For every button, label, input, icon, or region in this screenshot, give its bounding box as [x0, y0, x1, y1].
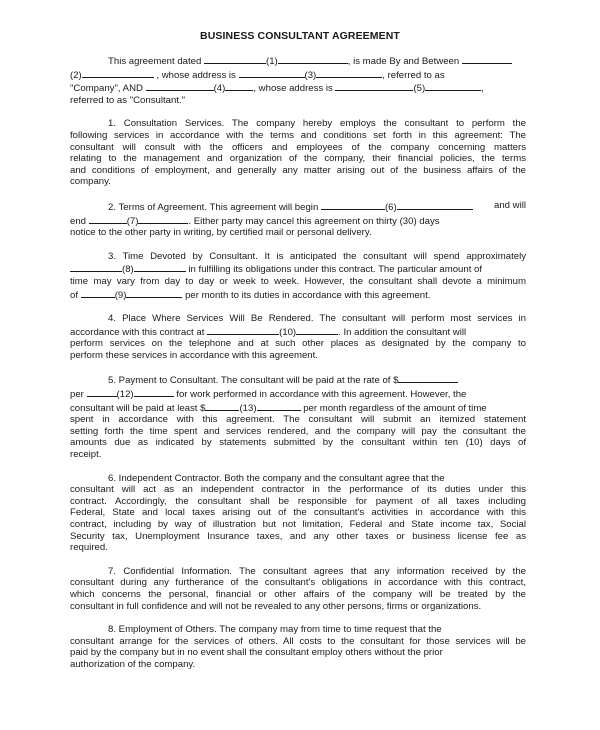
text-line: Federal, State and local taxes arising out of the consultant's activities in accordance with this [70, 507, 526, 519]
intro-text: , [481, 83, 484, 95]
text-line [70, 262, 526, 276]
field-number: (1) [266, 56, 278, 67]
text-line: perform these services in accordance with this agreement. [70, 349, 318, 361]
text-line: relating to the management and organization of the company, their financial policies, the terms [70, 153, 526, 165]
field-number: (2) [70, 69, 82, 81]
field-number: (7) [126, 215, 139, 227]
section-text: for work performed in accordance with this agreement. However, the [176, 389, 467, 401]
text-line: 6. Independent Contractor. Both the company and the consultant agree that the [108, 472, 445, 484]
blank-field[interactable] [89, 214, 127, 224]
field-number: (13) [239, 402, 257, 414]
blank-field[interactable] [126, 288, 182, 298]
text-line: amounts due as indicated by statements submitted by the consultant within ten (10) days of [70, 437, 526, 449]
blank-field[interactable] [239, 68, 305, 78]
section-place-of-services [70, 313, 526, 361]
text-line [70, 373, 526, 387]
document-title: BUSINESS CONSULTANT AGREEMENT [200, 30, 400, 42]
section-text: per month to its duties in accordance with this agreement. [185, 289, 431, 301]
text-line [70, 288, 526, 302]
blank-field[interactable] [82, 68, 154, 78]
blank-field[interactable] [296, 325, 338, 335]
text-line: required. [70, 542, 108, 554]
text-line [70, 325, 526, 339]
text-line: paid by the company but in no event shall the consultant employ others without the prior [70, 647, 443, 659]
section-employment-of-others [70, 624, 526, 670]
section-text: . In addition the consultant will [338, 326, 467, 338]
section-text: and will [494, 199, 526, 211]
text-line: contract, including by way of illustration but not limitation, Federal and State income tax, Social [70, 519, 526, 530]
intro-text: "Company", AND [70, 83, 143, 95]
text-line: 4. Place Where Services Will Be Rendered. The consultant will perform most services in [108, 313, 526, 325]
text-line: consultant during any furtherance of the consultant's obligations in accordance with this contract, [70, 577, 526, 589]
blank-field[interactable] [87, 387, 117, 397]
text-line: consultant will act as an independent contractor in the performance of its duties under this [70, 484, 526, 496]
blank-field[interactable] [134, 262, 186, 272]
text-line: consultant in full confidence and will not be revealed to any other persons, firms or organizations. [70, 600, 482, 612]
blank-field[interactable] [138, 214, 188, 224]
blank-field[interactable] [397, 200, 473, 210]
text-line: 1. Consultation Services. The company hereby employs the consultant to perform the [108, 118, 526, 130]
text-line: time may vary from day to day or week to week. However, the consultant shall devote a minimum [70, 275, 526, 287]
blank-field[interactable] [257, 401, 301, 411]
intro-line-1 [70, 54, 526, 68]
field-number: (4) [213, 83, 226, 95]
blank-field[interactable] [225, 81, 253, 91]
text-line: 8. Employment of Others. The company may from time to time request that the [108, 624, 442, 636]
blank-field[interactable] [204, 54, 266, 64]
field-number: (8) [122, 264, 134, 276]
section-text: end [70, 215, 87, 227]
text-line: company. [70, 176, 111, 188]
section-payment [70, 373, 526, 460]
intro-text: , whose address is [156, 69, 236, 81]
intro-line-3 [70, 81, 526, 95]
field-number: (3) [304, 69, 317, 81]
blank-field[interactable] [316, 68, 382, 78]
section-text: of [70, 289, 79, 301]
text-line [70, 214, 526, 228]
text-line: which concerns the personal, financial or other affairs of the company will be treated by the [70, 588, 526, 600]
field-number: (6) [384, 201, 397, 213]
text-line: perform services on the telephone and at such other places as designated by the company to [70, 338, 526, 350]
section-terms-of-agreement [70, 200, 526, 239]
section-time-devoted [70, 251, 526, 301]
blank-field[interactable] [70, 262, 122, 272]
section-independent-contractor [70, 473, 526, 554]
section-text: in fulfilling its obligations under this contract. The particular amount of [188, 264, 483, 276]
text-line [70, 200, 526, 214]
text-line: notice to the other party in writing, by certified mail or personal delivery. [70, 227, 372, 239]
section-text: . Either party may cancel this agreement on thirty (30) days [188, 215, 440, 227]
field-number: (9) [114, 289, 127, 301]
intro-line-4: referred to as "Consultant." [70, 94, 186, 106]
text-line [70, 401, 526, 415]
blank-field[interactable] [462, 54, 512, 64]
blank-field[interactable] [81, 288, 115, 298]
intro-paragraph [70, 54, 526, 106]
text-line: contract. Accordingly, the consultant shall be responsible for payment of all taxes including [70, 495, 526, 507]
text-line [70, 387, 526, 401]
field-number: (5) [413, 83, 426, 95]
document-body [70, 54, 526, 683]
intro-text: , whose address is [253, 83, 333, 95]
text-line: 3. Time Devoted by Consultant. It is anticipated the consultant will spend approximately [108, 250, 526, 262]
section-consultation-services [70, 118, 526, 188]
blank-field[interactable] [335, 81, 413, 91]
section-text: accordance with this contract at [70, 326, 205, 338]
field-number: (10) [279, 326, 297, 338]
text-line: consultant will consult with the officers and employees of the company concerning matters [70, 141, 526, 153]
section-text: per month regardless of the amount of time [303, 402, 487, 414]
intro-text: This agreement dated [108, 56, 202, 67]
blank-field[interactable] [146, 81, 214, 91]
section-text: 2. Terms of Agreement. This agreement will begin [108, 201, 319, 213]
blank-field[interactable] [134, 387, 174, 397]
text-line: and conditions of employment, and generally any matter arising out of the business affairs of the [70, 164, 526, 176]
blank-field[interactable] [398, 373, 458, 383]
text-line: authorization of the company. [70, 658, 196, 670]
blank-field[interactable] [278, 54, 348, 64]
blank-field[interactable] [321, 200, 385, 210]
text-line: consultant arrange for the services of others. All costs to the consultant for those services will be [70, 635, 526, 647]
section-confidential-information [70, 566, 526, 612]
intro-line-2 [70, 68, 526, 82]
blank-field[interactable] [425, 81, 481, 91]
text-line: Security tax, Unemployment Insurance taxes, and any other taxes or business license fee as [70, 530, 526, 542]
intro-text: , is made By and Between [347, 56, 460, 67]
text-line: spent in accordance with this agreement. The consultant will submit an itemized statement [70, 414, 526, 426]
text-line: 7. Confidential Information. The consultant agrees that any information received by the [108, 565, 526, 577]
section-text: 5. Payment to Consultant. The consultant will be paid at the rate of $ [108, 375, 399, 387]
text-line: following services in accordance with the terms and conditions set forth in this agreement: The [70, 129, 526, 141]
blank-field[interactable] [207, 325, 279, 335]
text-line: receipt. [70, 449, 102, 461]
intro-text: , referred to as [382, 69, 445, 81]
blank-field[interactable] [205, 401, 239, 411]
field-number: (12) [116, 389, 134, 401]
text-line: setting forth the time spent and services rendered, and the company will pay the consultant the [70, 425, 526, 437]
section-text: per [70, 389, 84, 401]
section-text: consultant will be paid at least $ [70, 402, 206, 414]
